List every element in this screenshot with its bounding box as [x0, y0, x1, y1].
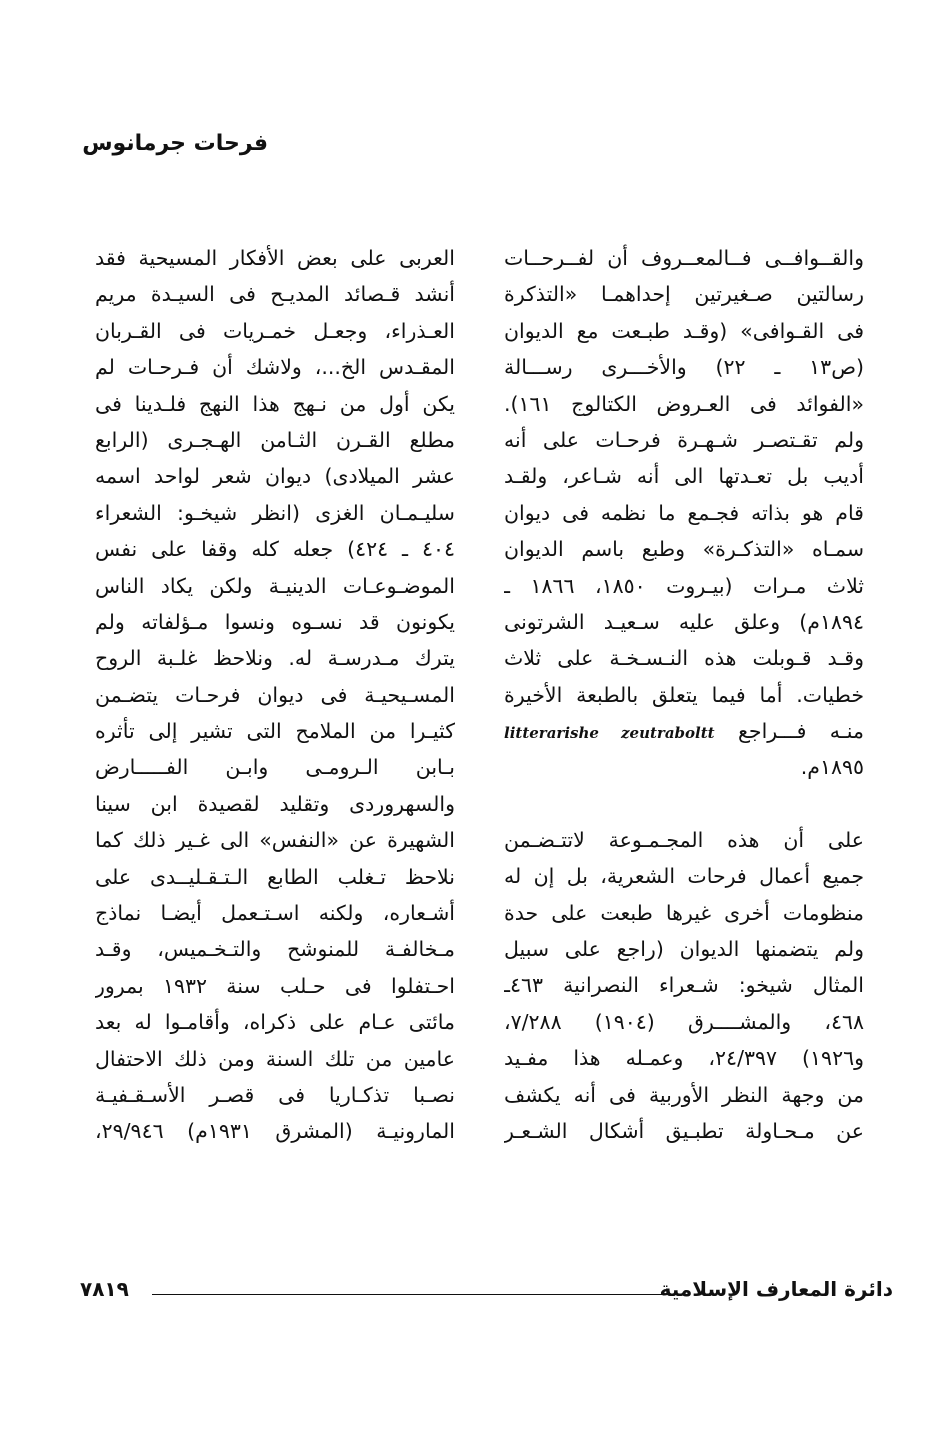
footer-rule [152, 1294, 688, 1295]
text-line: ثلاث مـرات (بيـروت ١٨٥٠، ١٨٦٦ ـ [504, 573, 864, 598]
right-column [504, 240, 864, 1149]
text-line: يكونون قد نسـوه ونسوا مـؤلفاته ولم [95, 609, 455, 634]
text-line: والسهروردى وتقليد لقصيدة ابن سينا [95, 791, 455, 816]
text-line: عن مـحـاولة تطبـيق أشكال الشـعـر [504, 1118, 864, 1143]
text-line: العربى على بعض الأفكار المسيحية فقد [95, 246, 455, 270]
text-line: جميع أعمال فرحات الشعرية، بل إن له [504, 864, 864, 889]
text-line: احـتفلوا فى حـلب سنة ١٩٣٢ بمرور [95, 973, 455, 998]
text-line: المسـيحيـة فى ديوان فرحـات يتضـمن [95, 682, 455, 707]
text-line: والقــوافــى فــالمعــروف أن لفــرحــات [504, 246, 864, 270]
text-line: ٤٦٨، والمشــــرق (١٩٠٤) ٧/٢٨٨، [504, 1009, 864, 1034]
text-line: خطيات. أما فيما يتعلق بالطبعة الأخيرة [504, 682, 864, 707]
text-line: العـذراء، وجعـل خمـريات فى القـربان [95, 318, 455, 343]
text-line: رسالتين صـغيرتين إحداهمـا «التذكرة [504, 282, 864, 307]
text-line: على أن هذه المجـمـوعة لاتتـضـمن [504, 827, 864, 852]
text-line: وقـد قـوبلت هذه النـسـخـة على ثلاث [504, 646, 864, 671]
text-line: «الفوائد فى العـروض الكتالوج ١٦١). [504, 391, 864, 416]
text-line: أشـعاره، ولكنه اسـتـعمل أيضـا نماذج [95, 901, 455, 926]
text-line: يترك مـدرسـة له. ونلاحظ غلـبة الروح [95, 646, 455, 671]
reference-prefix: منـه فـــراجع [738, 719, 864, 744]
text-line: أديب بل تعـدتها الى أنه شـاعر، ولقـد [504, 464, 864, 489]
reference-latin-title: litterarishe zeutraboltt [504, 724, 715, 743]
text-line: عامين من تلك السنة ومن ذلك الاحتفال [95, 1046, 455, 1071]
text-line: سليـمـان الغزى (انظر شيخـو: الشعراء [95, 500, 455, 525]
text-line: مائتى عـام على ذكراه، وأقامـوا له بعد [95, 1010, 455, 1035]
text-line: منظومات أخرى غيرها طبعت على حدة [504, 900, 864, 925]
page-number: ٧٨١٩ [80, 1277, 129, 1301]
reference-year: ١٨٩٥م. [800, 755, 864, 780]
page-footer [80, 1275, 893, 1315]
text-line: الموضـوعـات الدينيـة ولكن يكاد الناس [95, 573, 455, 598]
text-line: (ص١٣ ـ ٢٢) والأخـــرى رســـالة [504, 355, 864, 380]
text-line: بـابن الـرومـى وابـن الفـــــارض [95, 755, 455, 780]
text-line: من وجهة النظر الأوربية فى أنه يكشف [504, 1082, 864, 1107]
reference-line [504, 713, 864, 749]
text-line: المارونيـة (المشرق ١٩٣١م) ٢٩/٩٤٦، [95, 1119, 455, 1144]
text-line: يكن أول من نـهج هذا النهج فلـدينا فى [95, 391, 455, 416]
left-column [95, 240, 455, 1150]
text-line: كثيـرا من الملامح التى تشير إلى تأثره [95, 719, 455, 744]
running-header-title: فرحات جرمانوس [82, 131, 268, 156]
text-line: نصـبا تذكـاريا فى قصـر الأسـقـفيـة [95, 1082, 455, 1107]
text-line: نلاحظ تـغلب الطابع الـتـقـليــدى على [95, 864, 455, 889]
text-line: ١٨٩٤م) وعلق عليه سـعيـد الشرتونى [504, 609, 864, 634]
text-line: عشر الميلادى) ديوان شعر لواحد اسمه [95, 464, 455, 489]
text-line: الشهيرة عن «النفس» الى غـير ذلك كما [95, 828, 455, 853]
text-line: مطلع القـرن الثـامن الهـجـرى (الرابع [95, 427, 455, 452]
text-line: المقـدس الخ...، ولاشك أن فـرحـات لم [95, 355, 455, 380]
text-line: مـخالفـة للمنوشح والتـخـميس، وقـد [95, 937, 455, 962]
text-line: سمـاه «التذكـرة» وطبع باسم الديوان [504, 537, 864, 562]
text-line: أنشد قـصائد المديـح فى السيـدة مريم [95, 282, 455, 307]
paragraph-gap [504, 786, 864, 822]
text-line: فى القـوافى» (وقـد طبـعت مع الديوان [504, 318, 864, 343]
text-line: و١٩٢٦) ٢٤/٣٩٧، وعمـله هذا مفـيد [504, 1046, 864, 1071]
text-line: ولم يتضمنها الديوان (راجع على سبيل [504, 937, 864, 962]
footer-encyclopedia-title: دائرة المعارف الإسلامية [659, 1277, 893, 1301]
text-line: قام هو بذاته فجـمع ما نظمه فى ديوان [504, 500, 864, 525]
text-line: ولم تقـتصـر شـهـرة فرحـات على أنه [504, 427, 864, 452]
text-line: ٤٠٤ ـ ٤٢٤) جعله كله وقفا على نفس [95, 537, 455, 562]
text-line: المثال شيخو: شـعراء النصرانية ٤٦٣ـ [504, 973, 864, 998]
